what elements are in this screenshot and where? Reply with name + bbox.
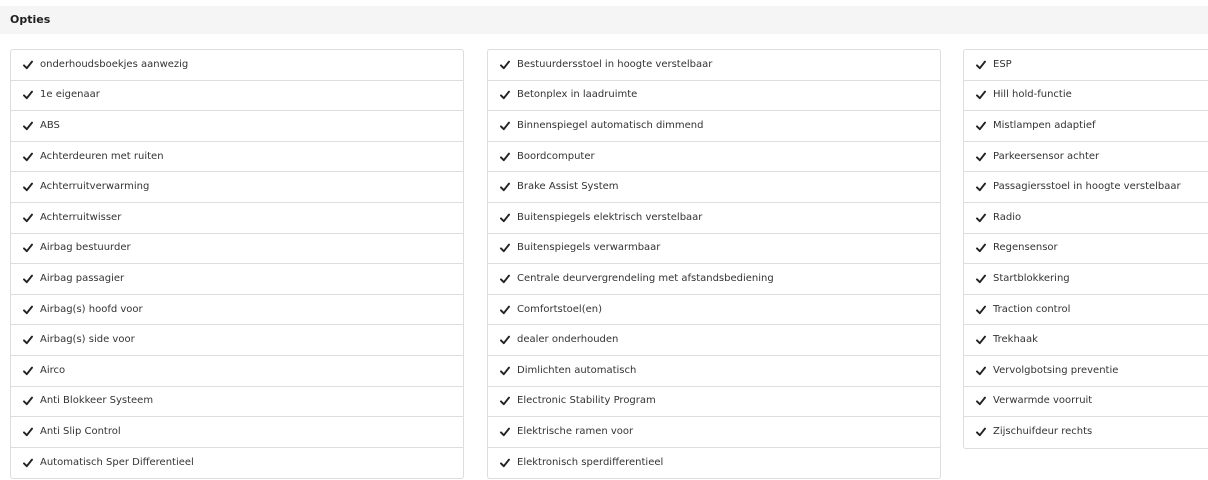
option-item <box>964 111 1208 142</box>
option-label: Anti Slip Control <box>40 425 121 437</box>
option-item <box>11 387 463 418</box>
option-label: Vervolgbotsing preventie <box>993 364 1119 376</box>
check-icon <box>23 458 33 468</box>
option-item <box>964 417 1208 448</box>
option-label: Bestuurdersstoel in hoogte verstelbaar <box>517 58 713 70</box>
option-item <box>488 448 940 479</box>
option-label: ABS <box>40 119 60 131</box>
option-label: Boordcomputer <box>517 150 595 162</box>
option-item <box>11 356 463 387</box>
check-icon <box>976 121 986 131</box>
option-item <box>488 203 940 234</box>
check-icon <box>500 458 510 468</box>
option-label: Regensensor <box>993 242 1058 254</box>
check-icon <box>23 274 33 284</box>
option-label: Radio <box>993 211 1022 223</box>
option-item <box>11 142 463 173</box>
check-icon <box>976 427 986 437</box>
option-label: Comfortstoel(en) <box>517 303 602 315</box>
option-label: Brake Assist System <box>517 181 619 193</box>
options-header <box>0 6 1208 34</box>
option-item <box>488 387 940 418</box>
check-icon <box>23 60 33 70</box>
check-icon <box>500 60 510 70</box>
option-item <box>11 172 463 203</box>
option-item <box>964 295 1208 326</box>
option-label: Trekhaak <box>993 334 1038 346</box>
check-icon <box>500 335 510 345</box>
option-label: ESP <box>993 58 1012 70</box>
check-icon <box>976 305 986 315</box>
option-label: Airbag(s) side voor <box>40 334 135 346</box>
check-icon <box>500 90 510 100</box>
option-item <box>488 325 940 356</box>
check-icon <box>500 182 510 192</box>
option-label: Binnenspiegel automatisch dimmend <box>517 119 704 131</box>
option-item <box>488 356 940 387</box>
option-item <box>488 50 940 81</box>
option-item <box>11 203 463 234</box>
option-item <box>488 142 940 173</box>
option-item <box>488 111 940 142</box>
option-label: Electronic Stability Program <box>517 395 656 407</box>
options-list-column-2 <box>487 49 941 479</box>
option-label: Mistlampen adaptief <box>993 119 1096 131</box>
option-label: Airco <box>40 364 66 376</box>
option-label: Buitenspiegels elektrisch verstelbaar <box>517 211 703 223</box>
section-title: Opties <box>10 13 51 26</box>
check-icon <box>23 305 33 315</box>
option-label: Automatisch Sper Differentieel <box>40 457 194 469</box>
option-item <box>11 448 463 479</box>
option-item <box>964 234 1208 265</box>
option-label: Centrale deurvergrendeling met afstandsbediening <box>517 272 774 284</box>
option-item <box>964 356 1208 387</box>
check-icon <box>500 274 510 284</box>
option-label: Startblokkering <box>993 272 1070 284</box>
option-label: Buitenspiegels verwarmbaar <box>517 242 661 254</box>
option-item <box>488 81 940 112</box>
check-icon <box>976 213 986 223</box>
check-icon <box>500 305 510 315</box>
option-label: Elektrische ramen voor <box>517 425 634 437</box>
option-item <box>964 325 1208 356</box>
check-icon <box>976 366 986 376</box>
option-label: Passagiersstoel in hoogte verstelbaar <box>993 181 1181 193</box>
option-item <box>964 50 1208 81</box>
option-item <box>11 325 463 356</box>
option-item <box>964 264 1208 295</box>
option-item <box>11 111 463 142</box>
option-label: Achterruitverwarming <box>40 181 150 193</box>
option-item <box>11 234 463 265</box>
options-list-column-3 <box>963 49 1208 449</box>
check-icon <box>23 427 33 437</box>
check-icon <box>500 152 510 162</box>
check-icon <box>500 366 510 376</box>
check-icon <box>976 182 986 192</box>
option-label: 1e eigenaar <box>40 89 100 101</box>
check-icon <box>500 396 510 406</box>
option-label: onderhoudsboekjes aanwezig <box>40 58 189 70</box>
option-item <box>488 295 940 326</box>
option-item <box>964 172 1208 203</box>
option-label: Airbag passagier <box>40 272 125 284</box>
check-icon <box>976 90 986 100</box>
check-icon <box>23 396 33 406</box>
option-label: Betonplex in laadruimte <box>517 89 638 101</box>
option-label: Dimlichten automatisch <box>517 364 637 376</box>
check-icon <box>976 274 986 284</box>
option-item <box>11 264 463 295</box>
option-item <box>488 264 940 295</box>
check-icon <box>500 427 510 437</box>
option-item <box>964 81 1208 112</box>
option-label: Anti Blokkeer Systeem <box>40 395 154 407</box>
check-icon <box>976 152 986 162</box>
check-icon <box>976 243 986 253</box>
check-icon <box>976 60 986 70</box>
option-item <box>11 50 463 81</box>
option-label: Airbag bestuurder <box>40 242 131 254</box>
option-label: Achterdeuren met ruiten <box>40 150 164 162</box>
option-item <box>11 417 463 448</box>
option-item <box>964 142 1208 173</box>
check-icon <box>23 152 33 162</box>
option-item <box>488 234 940 265</box>
option-item <box>11 81 463 112</box>
option-label: Parkeersensor achter <box>993 150 1100 162</box>
option-item <box>488 172 940 203</box>
check-icon <box>23 243 33 253</box>
option-item <box>11 295 463 326</box>
option-label: Verwarmde voorruit <box>993 395 1093 407</box>
check-icon <box>23 182 33 192</box>
option-label: dealer onderhouden <box>517 334 619 346</box>
check-icon <box>23 121 33 131</box>
check-icon <box>23 90 33 100</box>
option-label: Airbag(s) hoofd voor <box>40 303 143 315</box>
options-list-column-1 <box>10 49 464 479</box>
option-label: Hill hold-functie <box>993 89 1072 101</box>
check-icon <box>500 213 510 223</box>
option-label: Elektronisch sperdifferentieel <box>517 457 664 469</box>
option-label: Achterruitwisser <box>40 211 122 223</box>
check-icon <box>976 335 986 345</box>
option-item <box>488 417 940 448</box>
option-item <box>964 387 1208 418</box>
option-item <box>964 203 1208 234</box>
check-icon <box>976 396 986 406</box>
option-label: Traction control <box>993 303 1071 315</box>
check-icon <box>23 213 33 223</box>
check-icon <box>23 335 33 345</box>
check-icon <box>23 366 33 376</box>
check-icon <box>500 243 510 253</box>
check-icon <box>500 121 510 131</box>
option-label: Zijschuifdeur rechts <box>993 426 1093 438</box>
